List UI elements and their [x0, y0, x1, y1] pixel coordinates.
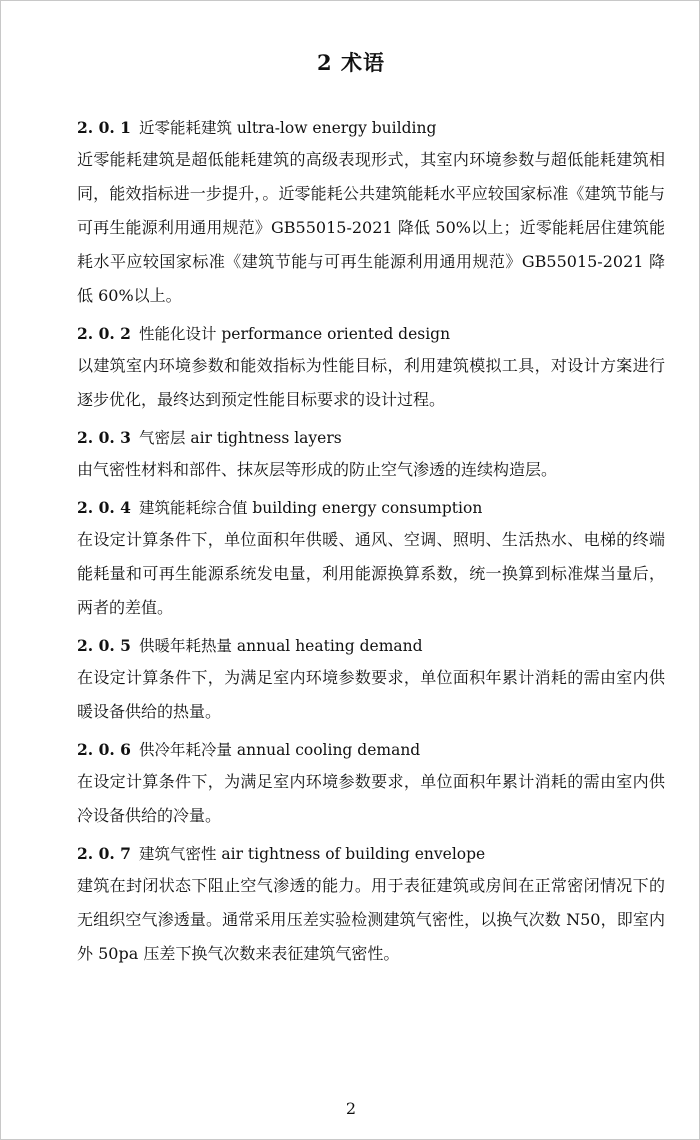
term-entry	[77, 735, 665, 833]
term-definition: 在设定计算条件下，为满足室内环境参数要求，单位面积年累计消耗的需由室内供暖设备供给的热量。	[77, 668, 665, 721]
term-name: 近零能耗建筑 ultra-low energy building	[138, 119, 437, 137]
term-number: 2. 0. 3	[77, 428, 131, 447]
term-heading	[77, 423, 665, 453]
chapter-title: 2 术语	[317, 50, 385, 75]
term-entry	[77, 113, 665, 313]
term-name: 建筑能耗综合值 building energy consumption	[138, 499, 483, 517]
term-heading	[77, 113, 665, 143]
term-name: 建筑气密性 air tightness of building envelope	[138, 845, 486, 863]
term-number: 2. 0. 5	[77, 636, 131, 655]
term-number: 2. 0. 6	[77, 740, 131, 759]
term-definition: 以建筑室内环境参数和能效指标为性能目标，利用建筑模拟工具，对设计方案进行逐步优化，最终达到预定性能目标要求的设计过程。	[77, 356, 665, 409]
term-entry	[77, 493, 665, 625]
term-name: 供暖年耗热量 annual heating demand	[138, 637, 423, 655]
term-definition: 建筑在封闭状态下阻止空气渗透的能力。用于表征建筑或房间在正常密闭情况下的无组织空气渗透量。通常采用压差实验检测建筑气密性，以换气次数 N50，即室内外 50pa 压差下换气次数来表征建筑气密性。	[77, 876, 665, 963]
term-name: 性能化设计 performance oriented design	[138, 325, 451, 343]
term-heading	[77, 735, 665, 765]
term-number: 2. 0. 1	[77, 118, 131, 137]
term-definition: 在设定计算条件下，单位面积年供暖、通风、空调、照明、生活热水、电梯的终端能耗量和可再生能源系统发电量，利用能源换算系数，统一换算到标准煤当量后，两者的差值。	[77, 530, 665, 617]
term-heading	[77, 839, 665, 869]
term-name: 供冷年耗冷量 annual cooling demand	[138, 741, 421, 759]
term-name: 气密层 air tightness layers	[138, 429, 342, 447]
term-entry	[77, 319, 665, 417]
term-entry	[77, 631, 665, 729]
term-definition: 在设定计算条件下，为满足室内环境参数要求，单位面积年累计消耗的需由室内供冷设备供给的冷量。	[77, 772, 665, 825]
terms-list	[77, 113, 665, 971]
term-heading	[77, 319, 665, 349]
page-number: 2	[345, 1099, 357, 1118]
term-number: 2. 0. 7	[77, 844, 131, 863]
term-definition: 由气密性材料和部件、抹灰层等形成的防止空气渗透的连续构造层。	[77, 460, 558, 479]
term-heading	[77, 631, 665, 661]
term-definition: 近零能耗建筑是超低能耗建筑的高级表现形式，其室内环境参数与超低能耗建筑相同，能效指标进一步提升，。近零能耗公共建筑能耗水平应较国家标准《建筑节能与可再生能源利用通用规范》GB55015-2021 降低 50%以上；近零能耗居住建筑能耗水平应较国家标准《建筑节能与可再生能源利用通用规范》GB55015-2021 降低 60%以上。	[77, 150, 665, 305]
term-number: 2. 0. 2	[77, 324, 131, 343]
term-number: 2. 0. 4	[77, 498, 131, 517]
term-entry	[77, 423, 665, 487]
term-entry	[77, 839, 665, 971]
term-heading	[77, 493, 665, 523]
